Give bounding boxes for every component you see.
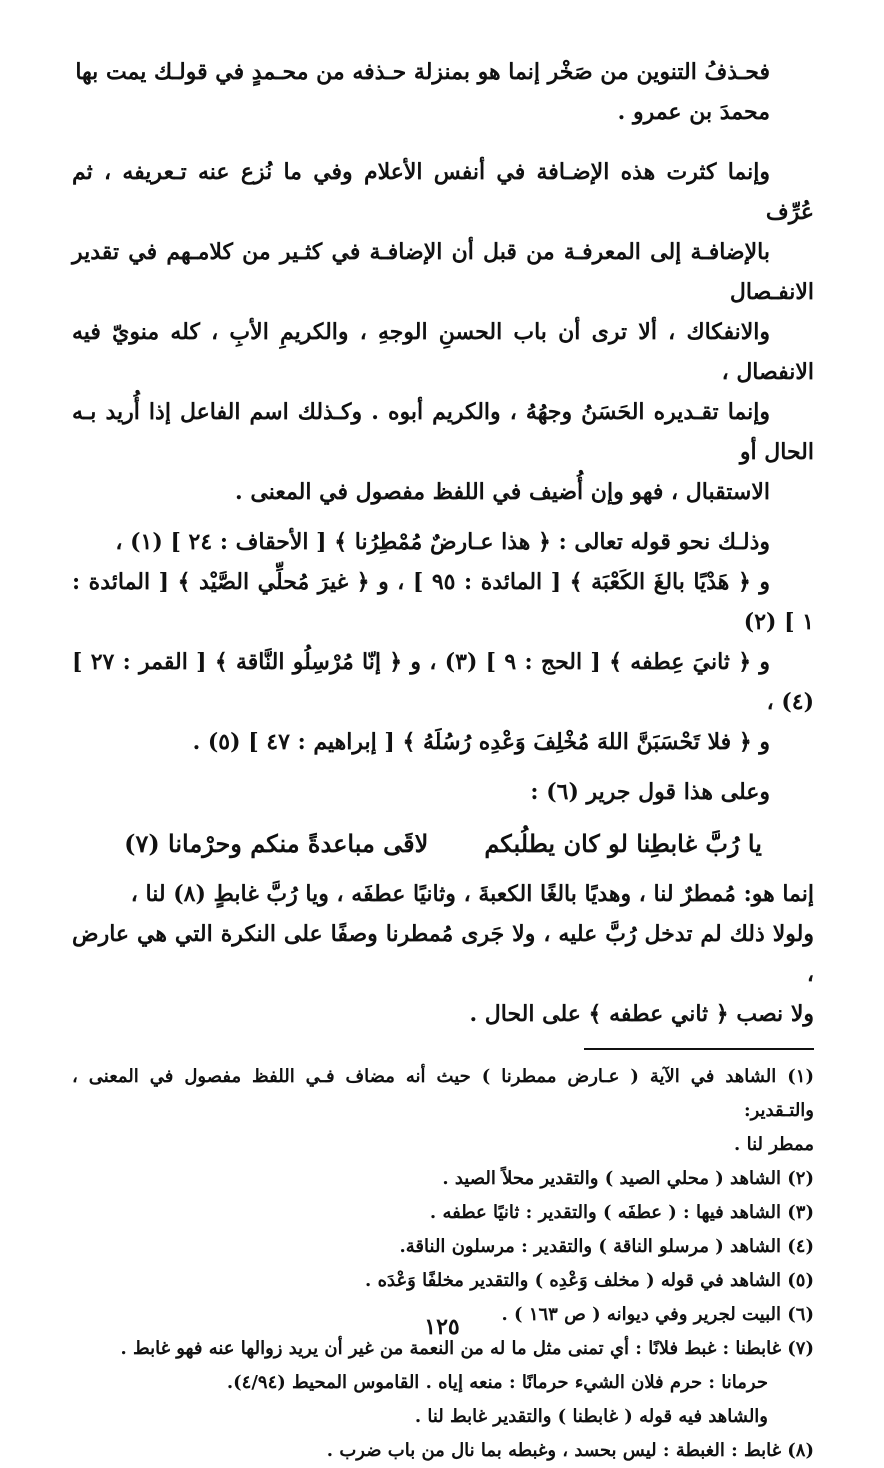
footnotes bbox=[72, 1060, 814, 1468]
text-line: و ﴿ ثانيَ عِطفه ﴾ [ الحج : ٩ ] (٣) ، و ﴿ إنّا مُرْسِلُو النَّاقة ﴾ [ القمر : ٢٧ ] (٤) ، bbox=[72, 649, 814, 715]
poetry-verse bbox=[72, 822, 814, 866]
text-line: وإنما كثرت هذه الإضـافة في أنفس الأعلام وفي ما نُزع عنه تـعريفه ، ثم عُرِّف bbox=[72, 159, 814, 225]
footnote-8: (٨) غابط : الغبطة : ليس بحسد ، وغبطه بما نال من باب ضرب . bbox=[326, 1440, 814, 1461]
text-line: ولولا ذلك لم تدخل رُبَّ عليه ، ولا جَرى مُمطرنا وصفًا على النكرة التي هي عارض ، bbox=[72, 921, 814, 987]
verse-hemistich-second: لاقَى مباعدةً منكم وحرْمانا (٧) bbox=[124, 829, 429, 858]
footnote-1-continued: ممطر لنا . bbox=[734, 1134, 814, 1155]
footnote-1: (١) الشاهد في الآية ( عـارض ممطرنا ) حيث أنه مضاف فـي اللفظ مفصول في المعنى ، والتـقدير: bbox=[72, 1066, 814, 1121]
page-number: ١٢٥ bbox=[424, 1314, 460, 1340]
text-line: وإنما تقـديره الحَسَنُ وجهُهُ ، والكريم أبوه . وكـذلك اسم الفاعل إذا أُريد بـه الحال أو bbox=[72, 399, 814, 465]
footnote-4: (٤) الشاهد ( مرسلو الناقة ) والتقدير : مرسلون الناقة. bbox=[399, 1236, 814, 1257]
verse-hemistich-first: يا رُبَّ غابطِنا لو كان يطلُبكم bbox=[484, 829, 762, 858]
text-line: و ﴿ هَدْيًا بالغَ الكَعْبَة ﴾ [ المائدة : ٩٥ ] ، و ﴿ غيرَ مُحلِّي الصَّيْد ﴾ [ المائدة : ١ ] (٢) bbox=[72, 569, 814, 635]
paragraph-4 bbox=[72, 772, 814, 812]
page-body bbox=[72, 52, 814, 1468]
footnote-6: (٦) البيت لجرير وفي ديوانه ( ص ١٦٣ ) . bbox=[501, 1304, 814, 1325]
text-line: والانفكاك ، ألا ترى أن باب الحسنِ الوجهِ ، والكريمِ الأبِ ، كله منويّ فيه الانفصال ، bbox=[72, 319, 814, 385]
footnote-2: (٢) الشاهد ( محلي الصيد ) والتقدير محلاً الصيد . bbox=[442, 1168, 814, 1189]
footnote-5: (٥) الشاهد في قوله ( مخلف وَعْدِه ) والتقدير مخلفًا وَعْدَه . bbox=[365, 1270, 814, 1291]
text-line: بالإضافـة إلى المعرفـة من قبل أن الإضافـة في كثـير من كلامـهم في تقدير الانفـصال bbox=[72, 239, 814, 305]
text-line: وذلـك نحو قوله تعالى : ﴿ هذا عـارضٌ مُمْطِرُنا ﴾ [ الأحقاف : ٢٤ ] (١) ، bbox=[115, 529, 770, 555]
paragraph-2 bbox=[72, 152, 814, 512]
footnote-3: (٣) الشاهد فيها : ( عطفَه ) والتقدير : ثانيًا عطفه . bbox=[429, 1202, 814, 1223]
footnote-7-continued: والشاهد فيه قوله ( غابطنا ) والتقدير غابط لنا . bbox=[414, 1406, 768, 1427]
footnote-7: (٧) غابطنا : غبط فلانًا : أي تمنى مثل ما له من النعمة من غير أن يريد زوالها عنه فهو غابط . bbox=[120, 1338, 814, 1359]
text-line: فحـذفُ التنوين من صَخْر إنما هو بمنزلة حـذفه من محـمدٍ في قولـك يمت بها bbox=[75, 59, 770, 85]
text-line: ولا نصب ﴿ ثاني عطفه ﴾ على الحال . bbox=[469, 1001, 814, 1027]
text-line: إنما هو: مُمطرٌ لنا ، وهديًا بالغًا الكعبةَ ، وثانيًا عطفَه ، ويا رُبَّ غابطٍ (٨) لنا ، bbox=[130, 881, 814, 907]
paragraph-3 bbox=[72, 522, 814, 762]
text-line: وعلى هذا قول جرير (٦) : bbox=[530, 779, 770, 805]
paragraph-1 bbox=[72, 52, 814, 132]
text-line: الاستقبال ، فهو وإن أُضيف في اللفظ مفصول في المعنى . bbox=[235, 479, 770, 505]
text-line: محمدَ بن عمرو . bbox=[617, 99, 770, 125]
footnote-7-continued: حرمانا : حرم فلان الشيء حرمانًا : منعه إياه . القاموس المحيط (٤/٩٤). bbox=[226, 1372, 768, 1393]
text-line: و ﴿ فلا تَحْسَبَنَّ اللهَ مُخْلِفَ وَعْدِه رُسُلَهُ ﴾ [ إبراهيم : ٤٧ ] (٥) . bbox=[192, 729, 770, 755]
footnote-divider bbox=[584, 1048, 814, 1050]
paragraph-5 bbox=[72, 874, 814, 1034]
